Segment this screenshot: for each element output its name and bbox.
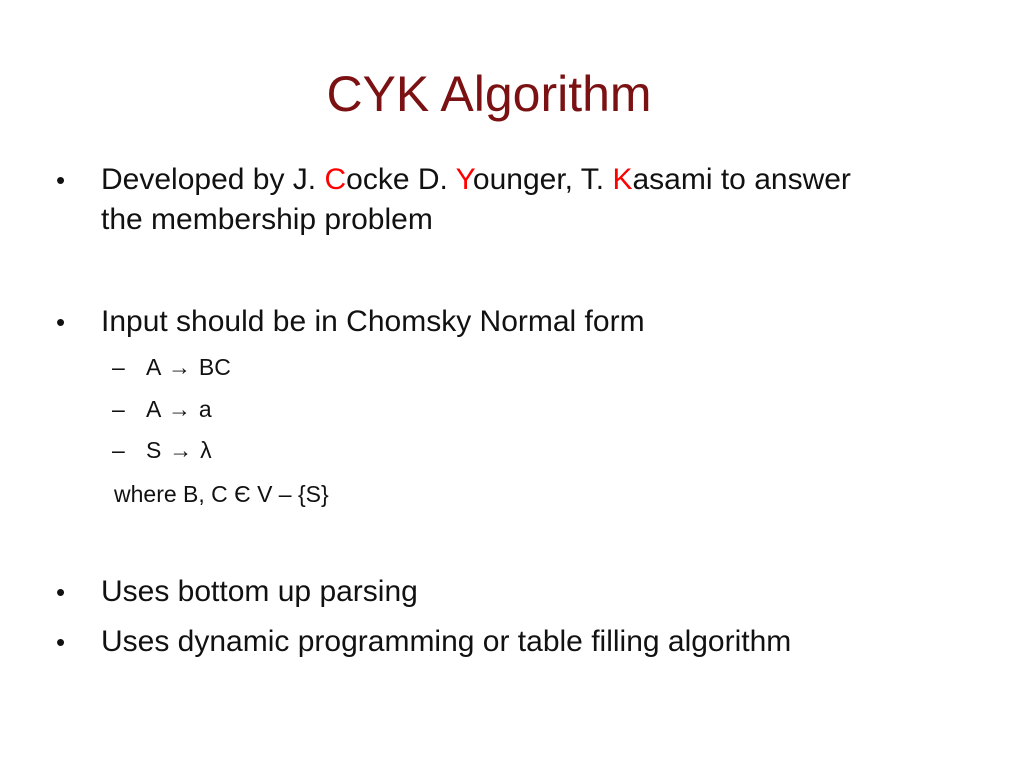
bullet-text: Uses dynamic programming or table filling algorithm (101, 625, 792, 658)
dash-marker: – (112, 354, 125, 380)
bullet-text-part: Developed by J. (101, 163, 325, 196)
rule-item (112, 394, 212, 424)
arrow-right-icon: → (169, 437, 193, 463)
slide-title: CYK Algorithm (326, 66, 652, 122)
bullet-text (101, 160, 851, 200)
arrow-right-icon: → (167, 354, 191, 380)
highlight-letter-k: K (612, 163, 633, 196)
rule-item (112, 435, 212, 465)
bullet-marker: • (56, 577, 66, 607)
highlight-letter-y: Y (455, 163, 473, 196)
highlight-letter-c: C (324, 163, 347, 196)
rule-rhs: BC (198, 354, 231, 380)
rule-rhs: a (198, 396, 212, 422)
rule-item (112, 352, 231, 382)
rule-rhs: λ (200, 437, 212, 463)
bullet-text: Uses bottom up parsing (101, 575, 418, 608)
bullet-marker: • (56, 627, 66, 657)
dash-marker: – (112, 437, 125, 463)
bullet-marker: • (56, 165, 66, 195)
bullet-text-part: asami to answer (632, 163, 851, 196)
bullet-text-part: ounger, T. (472, 163, 613, 196)
where-clause: where B, C Є V – {S} (114, 481, 329, 507)
rule-lhs: A (146, 354, 161, 380)
bullet-text: Input should be in Chomsky Normal form (101, 305, 645, 338)
rule-lhs: S (146, 437, 162, 463)
dash-marker: – (112, 396, 125, 422)
bullet-text-part: ocke D. (346, 163, 456, 196)
bullet-text-line2: the membership problem (101, 203, 433, 236)
arrow-right-icon: → (167, 396, 191, 422)
bullet-marker: • (56, 307, 66, 337)
rule-lhs: A (146, 396, 161, 422)
